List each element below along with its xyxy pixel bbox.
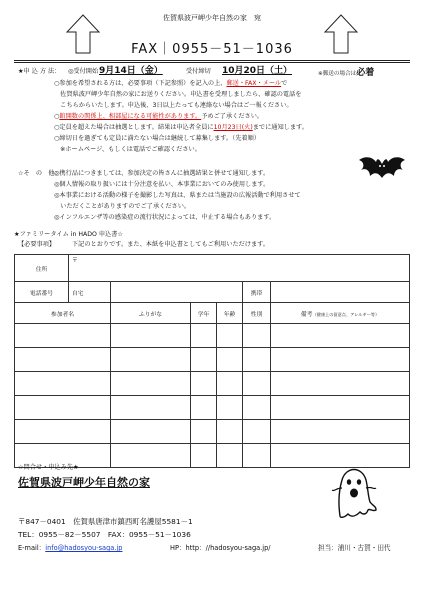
bullet-text: ○参加を希望される方は、必要事項（下記参照）を記入の上、 [54, 80, 227, 87]
participant-age-field[interactable] [217, 348, 243, 372]
participant-grade-field[interactable] [191, 324, 217, 348]
participant-gender-field[interactable] [243, 324, 271, 348]
other-bullets [54, 170, 301, 225]
bullet-text: 予めご了承ください。 [201, 113, 264, 120]
other-label: ☆そ の 他： [18, 170, 61, 177]
accept-start-date: 9月14日（金） [99, 66, 163, 76]
bullet-text: ※ホームページ、もしくは電話でご確認ください。 [54, 146, 201, 153]
participant-age-field[interactable] [217, 420, 243, 444]
highlight-text: 館開数の関係上、相部屋になる可能性があります。 [59, 113, 202, 120]
participant-notes-field[interactable] [271, 420, 410, 444]
mobile-label-cell: 携帯 [243, 282, 271, 303]
bullet-text: 佐賀県波戸岬少年自然の家にお送りください。申込書を受理しましたら、確認の電話を [54, 91, 302, 98]
bullet-text: までに通知します。 [252, 124, 308, 131]
participant-grade-field[interactable] [191, 372, 217, 396]
contact-staff: 担当：浦川・古賀・田代 [318, 544, 391, 552]
participant-kana-field[interactable] [111, 348, 191, 372]
highlight-text: 郵送・FAX・メール [226, 80, 282, 87]
divider [14, 62, 410, 63]
participant-gender-field[interactable] [243, 444, 271, 468]
method-label: ★申 込 方 法： [18, 68, 61, 75]
mobile-phone-field[interactable] [271, 282, 410, 303]
phone-label-cell: 電話番号 [15, 282, 69, 303]
home-phone-field[interactable] [111, 282, 243, 303]
bullet-text: ○定員を超えた場合は抽選とします。結果は申込者全員に [54, 124, 214, 131]
participant-gender-field[interactable] [243, 420, 271, 444]
accept-end-label: 受付締切 [186, 68, 211, 75]
participant-notes-field[interactable] [271, 396, 410, 420]
participant-name-field[interactable] [15, 420, 111, 444]
contact-tel-fax: TEL：0955－82－5507 FAX：0955－51－1036 [18, 530, 191, 539]
participant-age-field[interactable] [217, 372, 243, 396]
col-grade: 学年 [191, 303, 217, 324]
col-notes-sub: （健康上の留意点、アレルギー等） [312, 311, 380, 317]
accept-start-label: ◎受付開始 [68, 68, 99, 75]
other-bullet-line: ◎個人情報の取り扱いには十分注意を払い、本事業においてのみ使用します。 [54, 181, 270, 188]
fax-number: FAX｜0955－51－1036 [131, 42, 293, 57]
participant-name-field[interactable] [15, 348, 111, 372]
application-bullet-line [54, 80, 308, 91]
col-name: 参加者名 [15, 303, 111, 324]
application-bullet-line [54, 135, 308, 146]
contact-address: 〒847－0401 佐賀県唐津市鎮西町名護屋5581－1 [18, 517, 193, 526]
participant-row [15, 396, 410, 420]
bat-icon [358, 154, 406, 184]
participant-grade-field[interactable] [191, 396, 217, 420]
mail-note: ※郵送の場合は必着 [318, 68, 375, 78]
address-label-cell: 住所 [15, 255, 69, 282]
col-kana: ふりがな [111, 303, 191, 324]
application-bullets [54, 80, 308, 157]
contact-label: ☆問合せ・申込み先★ [18, 464, 79, 471]
participant-gender-field[interactable] [243, 396, 271, 420]
participant-gender-field[interactable] [243, 372, 271, 396]
bullet-text: こちらからいたします。申込後、3日以上たっても連絡ない場合はご一報ください。 [54, 102, 293, 109]
required-label: 【必要事項】 [18, 241, 56, 248]
bullet-text: ○ [54, 113, 60, 120]
participant-kana-field[interactable] [111, 444, 191, 468]
participant-notes-field[interactable] [271, 324, 410, 348]
participant-notes-field[interactable] [271, 348, 410, 372]
participant-grade-field[interactable] [191, 420, 217, 444]
participant-grade-field[interactable] [191, 444, 217, 468]
other-bullet-line: ◎インフルエンザ等の感染症の流行状況によっては、中止する場合もあります。 [54, 214, 276, 221]
participant-name-field[interactable] [15, 372, 111, 396]
form-title: ★ファミリータイム in HADO 申込書☆ [14, 231, 123, 238]
participant-row [15, 324, 410, 348]
participant-name-field[interactable] [15, 396, 111, 420]
col-age: 年齢 [217, 303, 243, 324]
application-bullet-line [54, 102, 308, 113]
participant-age-field[interactable] [217, 444, 243, 468]
ghost-icon [330, 462, 378, 520]
email-link[interactable]: info@hadosyou-saga.jp [45, 544, 123, 552]
other-bullet-line: いただくことがありますのでご了承ください。 [54, 203, 191, 210]
participant-kana-field[interactable] [111, 324, 191, 348]
home-label-cell: 自宅 [69, 282, 111, 303]
participant-age-field[interactable] [217, 324, 243, 348]
participant-rows [15, 324, 410, 468]
bullet-text: で [281, 80, 288, 87]
application-bullet-line [54, 146, 308, 157]
org-name: 佐賀県波戸岬少年自然の家 [18, 476, 150, 489]
participant-kana-field[interactable] [111, 420, 191, 444]
participant-grade-field[interactable] [191, 348, 217, 372]
participant-gender-field[interactable] [243, 348, 271, 372]
address-field[interactable]: 〒 [69, 255, 410, 282]
required-text: 下記のとおりです。また、本紙を申込書としてもご利用いただけます。 [72, 241, 270, 248]
participant-age-field[interactable] [217, 396, 243, 420]
application-form-table [14, 254, 410, 468]
highlight-text: 10月23日(火) [213, 124, 253, 131]
application-bullet-line [54, 124, 308, 135]
other-bullet-line: ◎携行品につきましては、参加決定の皆さんに抽選結果と併せて通知します。 [54, 170, 270, 177]
other-bullet-line: ◎本事業における活動の様子を撮影した写真は、県または当施設の広報活動で利用させて [54, 192, 301, 199]
col-notes: 備考（健康上の留意点、アレルギー等） [271, 303, 410, 324]
col-gender: 性別 [243, 303, 271, 324]
participant-kana-field[interactable] [111, 372, 191, 396]
participant-name-field[interactable] [15, 324, 111, 348]
divider [14, 60, 410, 61]
contact-hp: HP：http：//hadosyou-saga.jp/ [170, 544, 271, 552]
accept-end-date: 10月20日（土） [222, 66, 293, 76]
destination: 佐賀県波戸岬少年自然の家 宛 [163, 14, 261, 22]
participant-kana-field[interactable] [111, 396, 191, 420]
application-bullet-line [54, 91, 308, 102]
application-bullet-line [54, 113, 308, 124]
participant-notes-field[interactable] [271, 372, 410, 396]
participant-row [15, 420, 410, 444]
participant-row [15, 372, 410, 396]
bullet-text: ○締切日を過ぎても定員に満たない場合は継続して募集します。（先着順） [54, 135, 260, 142]
participant-row [15, 348, 410, 372]
mail-note-strong: 必着 [356, 68, 375, 78]
contact-email-row: E-mail：info@hadosyou-saga.jp [18, 544, 123, 552]
